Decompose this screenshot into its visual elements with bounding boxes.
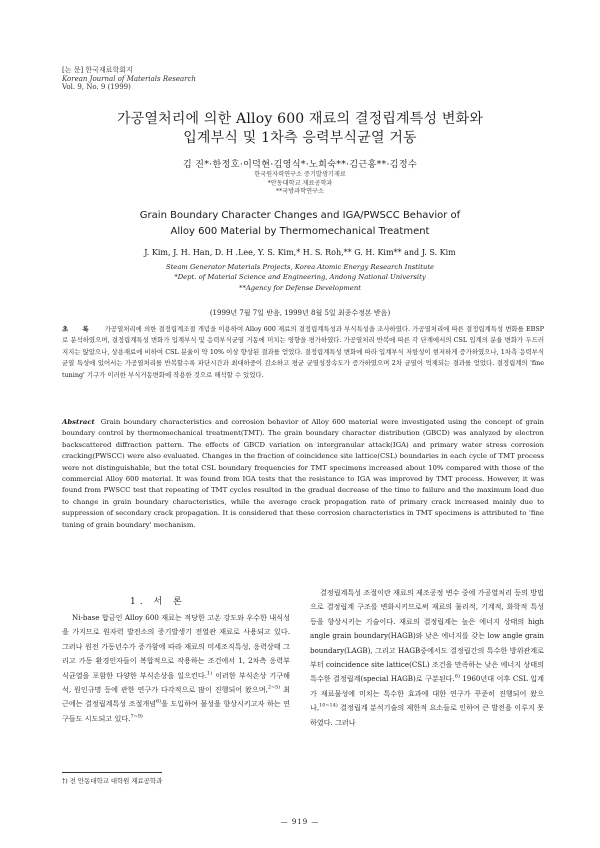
- affiliation-en-2: *Dept. of Material Science and Engineering, Andong National University: [174, 273, 426, 282]
- authors-english: J. Kim, J. H. Han, D. H .Lee, Y. S. Kim,* H. S. Roh,** G. H. Kim** and J. S. Kim: [144, 248, 456, 257]
- abstract-english-label: Abstract: [62, 418, 95, 426]
- title-english-line-1: Grain Boundary Character Changes and IGA/PWSCC Behavior of: [139, 210, 461, 221]
- abstract-korean: [62, 324, 544, 381]
- body-column-right: [310, 586, 544, 730]
- title-korean: [0, 110, 600, 148]
- journal-line-2: Korean Journal of Materials Research: [62, 74, 196, 83]
- citation: 1): [206, 670, 213, 677]
- citation: 2~5): [267, 684, 281, 691]
- received-dates: (1999년 7월 7일 받음, 1999년 8월 5일 최종수정본 받음): [209, 309, 391, 317]
- page-number: — 919 —: [280, 818, 320, 826]
- abstract-korean-text: 가공열처리에 의한 결정립계조절 개념을 이용하여 Alloy 600 재료의 결정립계특성과 부식특성을 조사하였다. 가공열처리에 따른 결정립계특성 변화를 EBSP로 분석하였으며, 결정립계특성 변화가 입계부식 및 응력부식균열 거동에 미치는 영향을 평가하였다. 가공열처리 반복에 따른 각 단계에서의 CSL 입계의 분율 변화가 두드러지지는 않았으나, 상용재료에 비하여 CSL 분율이 약 10% 이상 향상된 결과를 얻었다. 결정립계특성 변화에 따라 입계부식 저항성이 현저하게 증가하였으나, 1차측 응력부식균열 특성에 있어서는 가공열처리를 반복할수록 파단시간과 최대하중이 감소하고 평균 균열성장속도가 증가하였으며 2차 균열이 억제되는 결과를 얻었다. 결정립계의 'fine tuning' 기구가 이러한 부식거동변화에 작용한 것으로 해석할 수 있었다.: [62, 325, 544, 379]
- abstract-english: [62, 417, 544, 531]
- body-right-text-1: 결정립계특성 조절이란 재료의 제조공정 변수 중에 가공열처리 등의 방법으로 결정립계 구조를 변화시키므로써 재료의 물리적, 기계적, 화학적 특성 등을 향상시키는 기술이다. 재료의 결정립계는 높은 에너지 상태의 high angle grain boundary(HAGB)와 낮은 에너지를 갖는 low angle grain boundary(LAGB), 그리고 HAGB중에서도 결정립간의 특수한 방위관계로부터 coincidence site lattice(CSL) 조건을 만족하는 낮은 에너지 상태의 특수한 결정립계(special HAGB)로 구분된다.: [310, 588, 544, 684]
- citation: 7~9): [130, 713, 143, 720]
- affiliation-ko-3: **국방과학연구소: [275, 188, 325, 196]
- authors-korean: 김 진*·한정호·이덕현·김영식*·노희숙**·김근홍**·김정수: [182, 160, 418, 170]
- title-english: [0, 208, 600, 240]
- title-korean-line-2: 입계부식 및 1차측 응력부식균열 거동: [183, 130, 417, 146]
- affiliation-ko-1: 한국원자력연구소 증기발생기재료: [254, 171, 346, 178]
- citation: 6): [454, 674, 460, 681]
- body-left-text-2: 이러한 부식손상 기구해석, 원인규명 등에 관한 연구가 다각적으로 많이 진행되어 왔으며,: [62, 670, 290, 695]
- affiliation-en-1: Steam Generator Materials Projects, Korea Atomic Energy Research Institute: [165, 263, 435, 271]
- footnote: †) 전 안동대학교 대학원 재료공학과: [62, 777, 163, 785]
- body-left-text-3: 최근에는 결정립계특성 조절개념: [62, 685, 290, 709]
- title-korean-line-1: 가공열처리에 의한 Alloy 600 재료의 결정립계특성 변화와: [116, 111, 484, 127]
- section-heading-introduction: 1. 서 론: [130, 597, 186, 607]
- body-left-text-4: 을 도입하여 물성을 향상시키고자 하는 연구들도 시도되고 있다.: [62, 699, 290, 723]
- abstract-english-text: Grain boundary characteristics and corrosion behavior of Alloy 600 material were investigated using the concept of grain boundary control by thermomechanical treatment(TMT). The grain boundary character distribution (GBCD) was analyzed by electron backscattered diffraction pattern. The effects of GBCD variation on intergranular attack(IGA) and primary water stress corrosion cracking(PWSCC) were also evaluated. Changes in the fraction of coincidence site lattice(CSL) boundaries in each cycle of TMT process were not distinguishable, but the total CSL boundary frequencies for TMT specimens increased about 10% compared with those of the commercial Alloy 600 material. It was found from IGA tests that the resistance to IGA was improved by TMT process. However, it was found from PWSCC test that repeating of TMT cycles resulted in the gradual decrease of the time to failure and the maximum load due to change in grain boundary characteristics, while the average crack propagation rate of primary crack increased mainly due to suppression of secondary crack propagation. It is considered that these corrosion characteristics in TMT specimens is attributed to 'fine tuning of grain boundary' mechanism.: [62, 418, 544, 529]
- footnote-divider: [62, 772, 162, 773]
- affiliations-english: [0, 262, 600, 293]
- affiliation-ko-2: *안동대학교 재료공학과: [267, 179, 333, 187]
- journal-line-3: Vol. 9, No. 9 (1999): [62, 83, 131, 92]
- affiliation-en-3: **Agency for Defense Development: [239, 283, 361, 292]
- body-left-text-1: Ni-base 합금인 Alloy 600 재료는 적당한 고온 강도와 우수한 내식성을 가지므로 원자력 발전소의 증기발생기 전열관 재료로 사용되고 있다. 그러나 원전 가동년수가 증가함에 따라 재료의 미세조직특성, 응력상태 그리고 가동 환경인자들이 복합적으로 작용하는 조건에서 1, 2차측 응력부식균열을 포함한 다양한 부식손상을 일으킨다.: [62, 613, 290, 680]
- body-column-left: [62, 611, 290, 726]
- title-english-line-2: Alloy 600 Material by Thermomechanical Treatment: [170, 226, 430, 237]
- journal-line-1: [논 문] 한국재료학회지: [62, 66, 133, 74]
- body-right-text-2: 1960년대 이후 CSL 입계가 재료물성에 미치는 특수한 효과에 대한 연구가 꾸준히 진행되어 왔으나,: [310, 674, 545, 713]
- affiliations-korean: [0, 171, 600, 197]
- citation: 6): [156, 699, 162, 706]
- body-right-text-3: 결정립계 분석기술의 제한적 요소들로 인하여 큰 발전을 이루지 못하였다. 그러나: [310, 703, 544, 727]
- journal-header: [62, 66, 196, 92]
- abstract-korean-label: 초 록: [62, 325, 95, 333]
- citation: 10~14): [319, 702, 338, 709]
